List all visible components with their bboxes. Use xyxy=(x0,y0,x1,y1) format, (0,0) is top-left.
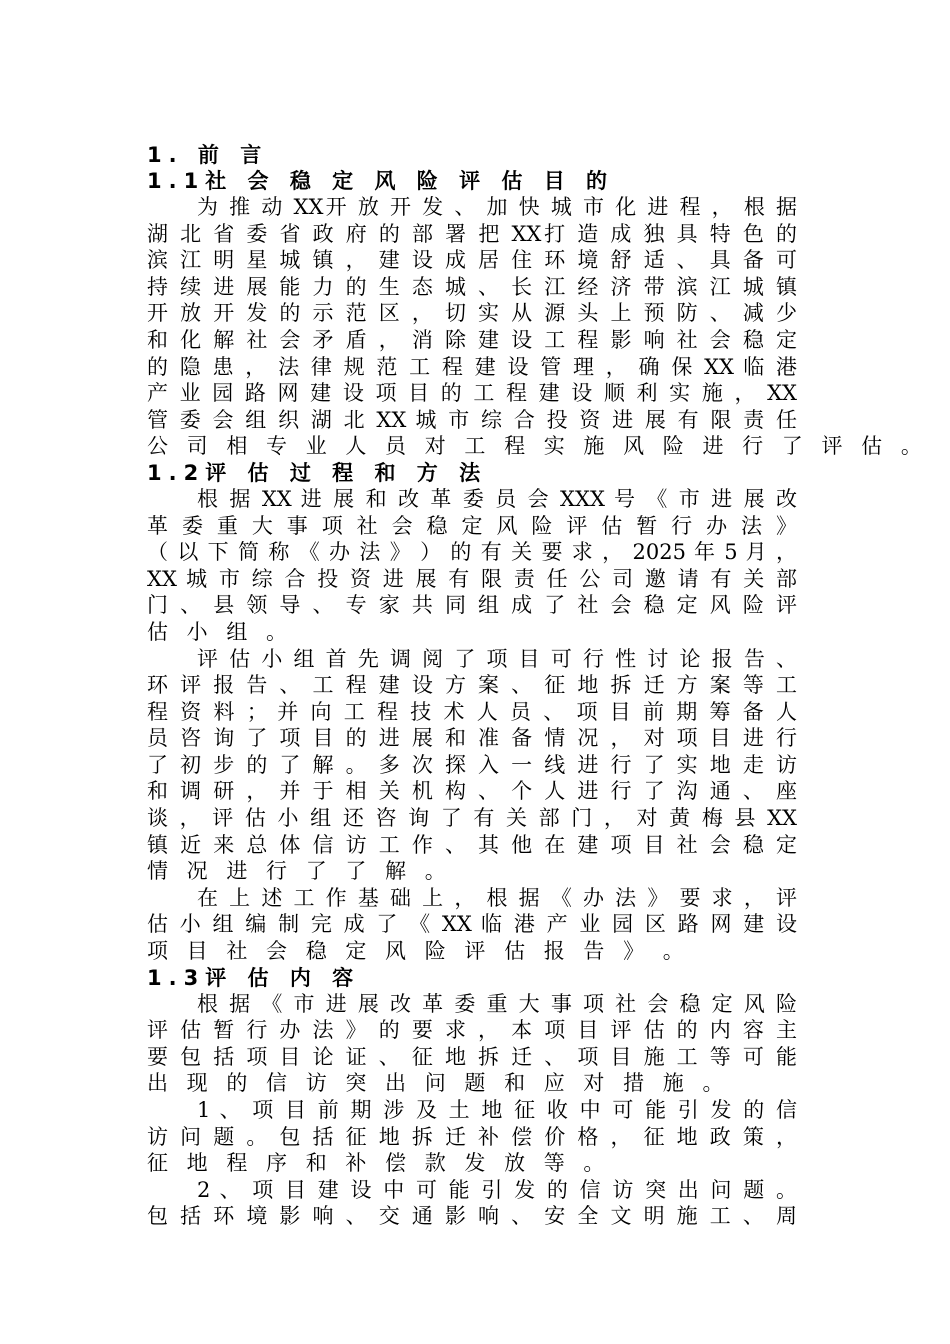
paragraph-line: 和 化 解 社 会 矛 盾 ， 消 除 建 设 工 程 影 响 社 会 稳 定 xyxy=(147,327,797,352)
paragraph-line: 评 估 暂 行 办 法 》 的 要 求 ， 本 项 目 评 估 的 内 容 主 xyxy=(147,1018,797,1043)
paragraph-line: 和 调 研 ， 并 于 相 关 机 构 、 个 人 进 行 了 沟 通 、 座 xyxy=(147,779,797,804)
paragraph-line: 包 括 环 境 影 响 、 交 通 影 响 、 安 全 文 明 施 工 、 周 xyxy=(147,1204,797,1229)
paragraph-line: 环 评 报 告 、 工 程 建 设 方 案 、 征 地 拆 迁 方 案 等 工 xyxy=(147,673,797,698)
body-paragraph xyxy=(147,1177,797,1230)
paragraph-line: 谈 ， 评 估 小 组 还 咨 询 了 有 关 部 门 ， 对 黄 梅 县 XX xyxy=(147,806,797,831)
paragraph-line: 滨 江 明 星 城 镇 ， 建 设 成 居 住 环 境 舒 适 、 具 备 可 xyxy=(147,248,797,273)
paragraph-line: 产 业 园 路 网 建 设 项 目 的 工 程 建 设 顺 利 实 施 ， XX xyxy=(147,381,797,406)
paragraph-line: 公 司 相 专 业 人 员 对 工 程 实 施 风 险 进 行 了 评 估 。 xyxy=(147,434,928,459)
paragraph-line: 2 、 项 目 建 设 中 可 能 引 发 的 信 访 突 出 问 题 。 xyxy=(197,1177,797,1202)
paragraph-line: 要 包 括 项 目 论 证 、 征 地 拆 迁 、 项 目 施 工 等 可 能 xyxy=(147,1044,797,1069)
paragraph-line: 估 小 组 编 制 完 成 了 《 XX 临 港 产 业 园 区 路 网 建 设 xyxy=(147,912,797,937)
paragraph-line: 开 放 开 发 的 示 范 区 ， 切 实 从 源 头 上 预 防 、 减 少 xyxy=(147,301,797,326)
paragraph-line: 为 推 动 XX开 放 开 发 、 加 快 城 市 化 进 程 ， 根 据 xyxy=(197,195,797,219)
paragraph-line: 情 况 进 行 了 了 解 。 xyxy=(147,859,452,884)
paragraph-line: 湖 北 省 委 省 政 府 的 部 署 把 XX打 造 成 独 具 特 色 的 xyxy=(147,221,797,246)
paragraph-line: 访 问 题 。 包 括 征 地 拆 迁 补 偿 价 格 ， 征 地 政 策 ， xyxy=(147,1124,797,1149)
paragraph-line: 员 咨 询 了 项 目 的 进 展 和 准 备 情 况 ， 对 项 目 进 行 xyxy=(147,726,797,751)
paragraph-line: 评 估 小 组 首 先 调 阅 了 项 目 可 行 性 讨 论 报 告 、 xyxy=(197,646,797,671)
paragraph-line: 程 资 料 ； 并 向 工 程 技 术 人 员 、 项 目 前 期 筹 备 人 xyxy=(147,699,797,724)
paragraph-line: 了 初 步 的 了 解 。 多 次 探 入 一 线 进 行 了 实 地 走 访 xyxy=(147,752,797,777)
paragraph-line: XX 城 市 综 合 投 资 进 展 有 限 责 任 公 司 邀 请 有 关 部 xyxy=(147,566,797,591)
body-paragraph xyxy=(147,991,797,1097)
body-paragraph xyxy=(147,194,928,460)
paragraph-line: 的 隐 患 ， 法 律 规 范 工 程 建 设 管 理 ， 确 保 XX 临 港 xyxy=(147,354,797,379)
paragraph-line: 根 据 XX 进 展 和 改 革 委 员 会 XXX 号 《 市 进 展 改 xyxy=(197,486,797,511)
paragraph-line: 估 小 组 。 xyxy=(147,619,294,644)
section-heading: 1. 前 言 xyxy=(147,143,269,167)
paragraph-line: 门 、 县 领 导 、 专 家 共 同 组 成 了 社 会 稳 定 风 险 评 xyxy=(147,593,797,618)
paragraph-line: 项 目 社 会 稳 定 风 险 评 估 报 告 》 。 xyxy=(147,939,690,964)
section-heading: 1.2评 估 过 程 和 方 法 xyxy=(147,460,488,485)
paragraph-line: 管 委 会 组 织 湖 北 XX 城 市 综 合 投 资 进 展 有 限 责 任 xyxy=(147,407,797,432)
paragraph-line: 出 现 的 信 访 突 出 问 题 和 应 对 措 施 。 xyxy=(147,1071,730,1096)
paragraph-line: 镇 近 来 总 体 信 访 工 作 、 其 他 在 建 项 目 社 会 稳 定 xyxy=(147,832,797,857)
body-paragraph xyxy=(147,885,797,965)
body-paragraph xyxy=(147,1097,797,1177)
paragraph-line: 革 委 重 大 事 项 社 会 稳 定 风 险 评 估 暂 行 办 法 》 xyxy=(147,513,797,538)
section-heading: 1.1社 会 稳 定 风 险 评 估 目 的 xyxy=(147,169,614,193)
paragraph-line: 在 上 述 工 作 基 础 上 ， 根 据 《 办 法 》 要 求 ， 评 xyxy=(197,885,797,910)
paragraph-line: （ 以 下 简 称 《 办 法 》 ） 的 有 关 要 求 ， 2025 年 5 月 ， xyxy=(147,540,797,565)
body-paragraph xyxy=(147,646,797,885)
document-page xyxy=(147,142,928,1230)
body-paragraph xyxy=(147,486,797,646)
paragraph-line: 根 据 《 市 进 展 改 革 委 重 大 事 项 社 会 稳 定 风 险 xyxy=(197,991,797,1016)
paragraph-line: 征 地 程 序 和 补 偿 款 发 放 等 。 xyxy=(147,1151,611,1176)
paragraph-line: 持 续 进 展 能 力 的 生 态 城 、 长 江 经 济 带 滨 江 城 镇 xyxy=(147,274,797,299)
paragraph-line: 1 、 项 目 前 期 涉 及 土 地 征 收 中 可 能 引 发 的 信 xyxy=(197,1098,797,1122)
section-heading: 1.3评 估 内 容 xyxy=(147,965,361,990)
